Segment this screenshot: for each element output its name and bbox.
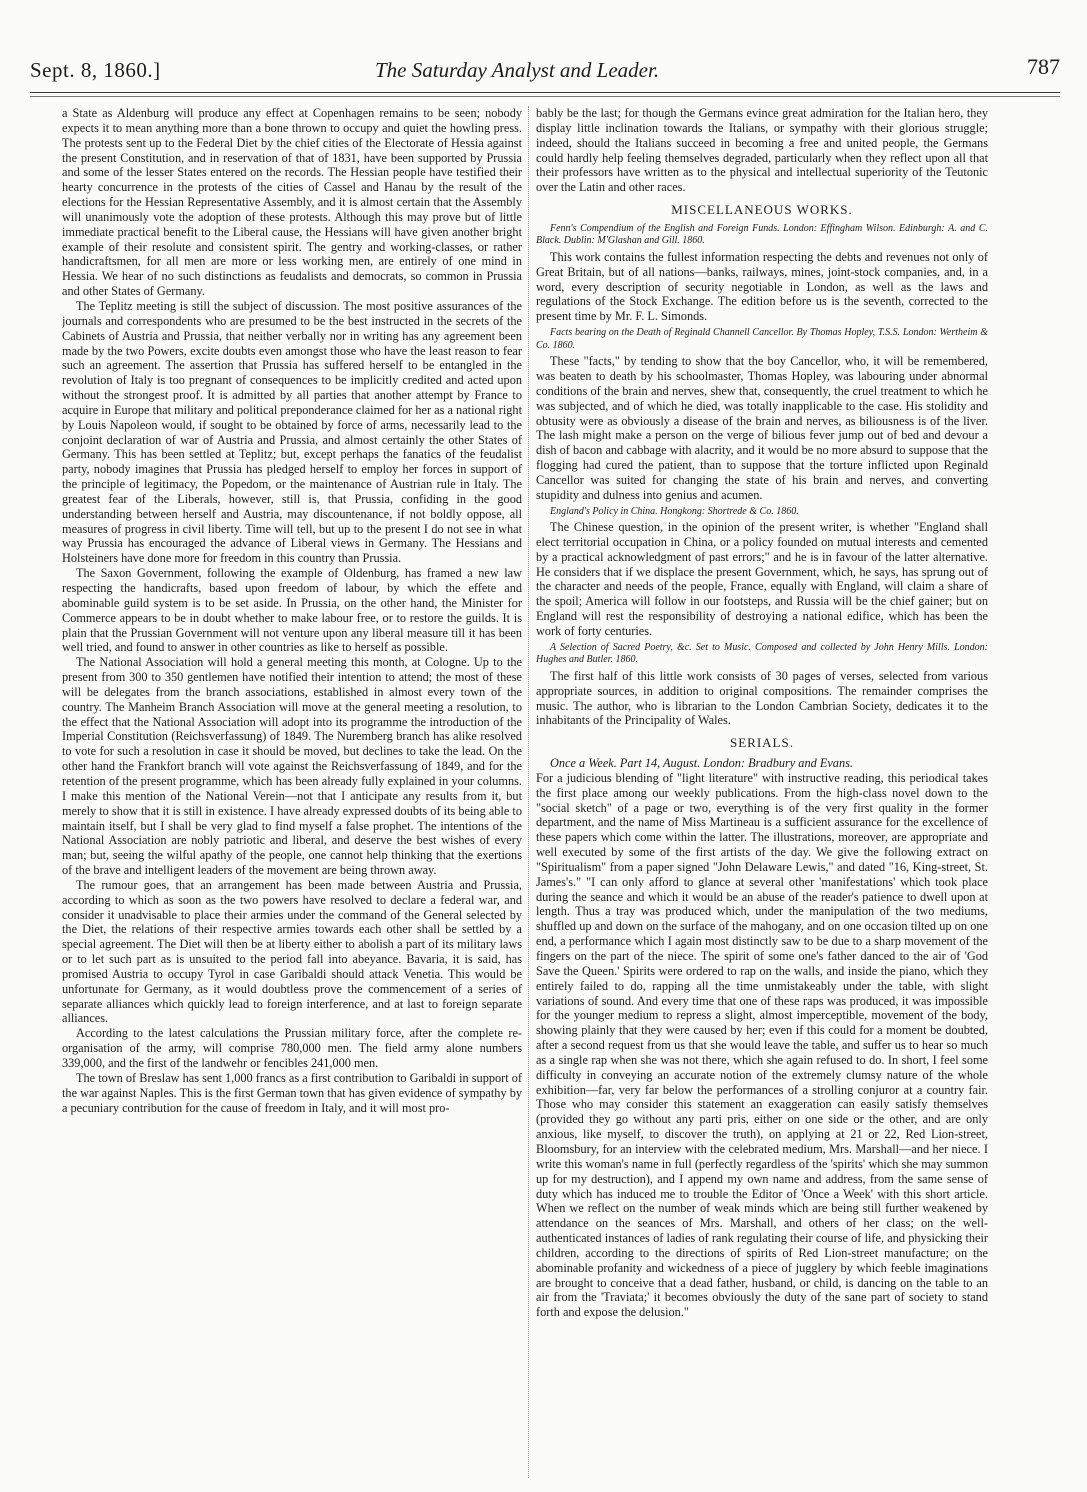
serial-heading — [536, 756, 988, 771]
right-column — [536, 106, 988, 1486]
running-header — [30, 54, 1060, 86]
paragraph: a State as Aldenburg will produce any effect at Copenhagen remains to be seen; nobody expects it to mean anything more than a bone thrown to occupy and quiet the howling press. The protests sent up to the Federal Diet by the chief cities of the Electorate of Hessia against the present Constitution, and in reservation of that of 1831, have been supported by Prussia and some of the lesser States entered on the records. The Hessian people have testified their hearty concurrence in the protests of the cities of Cassel and Hanau by the result of the elections for the Hessian Representative Assembly, and it is almost certain that the Assembly will unanimously vote the adoption of these protests. Although this may prove but of little immediate practical benefit to the Liberal cause, the Hessians will have given another bright example of their resolute and consistent spirit. The gentry and working-classes, or rather handicraftsmen, for all men are more or less working men, are entirely of one mind in Hessia. We hear of no such distinctions as feudalists and democrats, so common in Prussia and other States of Germany. — [62, 106, 522, 299]
header-rule — [30, 92, 1060, 93]
column-divider — [528, 106, 529, 1478]
publication-title: The Saturday Analyst and Leader. — [375, 58, 660, 82]
page-number: 787 — [1027, 54, 1060, 79]
review-body: The Chinese question, in the opinion of the present writer, is whether "England shall elect territorial occupation in China, or a policy founded on mutual interests and cemented by a practical acknowledgment of past errors;" and he is in favour of the latter alternative. He considers that if we displace the present Government, which, he says, has sprung out of the character and needs of the people, France, equally with England, will claim a share of the spoil; America will follow in our footsteps, and Russia will be the chief gainer; but on England will rest the responsibility of destroying a national edifice, which has been the work of forty centuries. — [536, 520, 988, 638]
header-rule-secondary — [30, 96, 1060, 97]
review-heading-text: Fenn's Compendium of the English and Foreign Funds. London: Effingham Wilson. Edinburgh: A. and C. Black. Dublin: M'Glashan and Gill. 1860. — [536, 222, 988, 247]
review-heading — [536, 642, 988, 667]
header-date: Sept. 8, 1860.] — [30, 58, 161, 82]
paragraph: The National Association will hold a general meeting this month, at Cologne. Up to the present from 300 to 350 gentlemen have notified their intention to attend; the most of these will be delegates from the branch associations, established in almost every town of the country. The Manheim Branch Association will move at the general meeting a resolution, to the effect that the National Association will adopt into its programme the introduction of the Imperial Constitution (Reichsverfassung) of 1849. The Nuremberg branch has alike resolved to vote for such a resolution in case it should be moved, but declines to take the lead. On the other hand the Frankfort branch will vote against the Reichsverfassung of 1849, and for the retention of the present programme, which has been already fully explained in your columns. I make this mention of the National Verein—not that I anticipate any results from it, but merely to show that it is still in existence. I have already expressed doubts of its being able to maintain itself, but I shall be very glad to find myself a false prophet. The intentions of the National Association are nobly patriotic and liberal, and deserve the best wishes of every man; but, seeing the wilful apathy of the people, one cannot help thinking that the exertions of the brave and intelligent leaders of the movement are being thrown away. — [62, 655, 522, 878]
left-column — [62, 106, 522, 1486]
review-heading-text: A Selection of Sacred Poetry, &c. Set to Music. Composed and collected by John Henry Mills. London: Hughes and Butler. 1860. — [536, 641, 988, 666]
review-body: This work contains the fullest information respecting the debts and revenues not only of Great Britain, but of all nations—banks, railways, mines, joint-stock companies, and, in a word, every description of security negotiable in London, as well as the laws and regulations of the Stock Exchange. The edition before us is the seventh, corrected to the present time by Mr. F. L. Simonds. — [536, 249, 988, 324]
paragraph: The Saxon Government, following the example of Oldenburg, has framed a new law respecting the handicrafts, based upon freedom of labour, by which the effete and abominable guild system is to be set aside. In Prussia, on the other hand, the Minister for Commerce appears to be in doubt whether to make labour free, or to restore the guilds. It is plain that the Prussian Government will not venture upon any liberal measure till it has been well tried, and found to answer in other countries as like to herself as possible. — [62, 566, 522, 655]
review-body: These "facts," by tending to show that the boy Cancellor, who, it will be remembered, was beaten to death by his schoolmaster, Thomas Hopley, was labouring under abnormal conditions of the brain and nerves, shew that, consequently, the cruel treatment to which he was subjected, and of which he died, was totally inapplicable to the case. His stolidity and obtusity were as obviously a disease of the brain and nerves, as biliousness is of the liver. The lash might make a person on the verge of bilious fever jump out of bed and devour a dish of bacon and cabbage with alacrity, and it would be no more absurd to suppose that the flogging had cured the patient, than to suppose that the torture inflicted upon Reginald Cancellor was suited for changing the state of his brain and nerves, and converting stupidity and dulness into genius and acumen. — [536, 354, 988, 502]
section-title-serials: SERIALS. — [730, 735, 794, 751]
review-heading-text: England's Policy in China. Hongkong: Shortrede & Co. 1860. — [550, 505, 799, 517]
review-heading-text: Facts bearing on the Death of Reginald Channell Cancellor. By Thomas Hopley, T.S.S. London: Wertheim & Co. 1860. — [536, 327, 988, 351]
review-heading — [536, 327, 988, 352]
paragraph: bably be the last; for though the Germans evince great admiration for the Italian hero, they display little inclination towards the Italians, or sympathy with their glorious struggle; indeed, should the Italians succeed in becoming a free and united people, the Germans could hardly help feeling themselves degraded, particularly when they reflect upon all that their professors have written as to the physical and intellectual superiority of the Teutonic over the Latin and other races. — [536, 106, 988, 195]
serial-heading-text: Once a Week. Part 14, August. London: Bradbury and Evans. — [550, 756, 853, 771]
paragraph: The rumour goes, that an arrangement has been made between Austria and Prussia, according to which as soon as the two powers have resolved to declare a federal war, and consider it unadvisable to place their armies under the command of the General selected by the Diet, the relations of their respective armies towards each other shall be settled by a special agreement. The Diet will then be at liberty either to abolish a part of its military laws or to let such part as is unsuited to the period fall into abeyance. Bavaria, it is said, has promised Austria to occupy Tyrol in case Garibaldi should attack Venetia. This would be unfortunate for Germany, as it would doubtless prove the commencement of a series of separate alliances which quickly lead to foreign interference, and at last to foreign separate alliances. — [62, 877, 522, 1026]
paragraph: The Teplitz meeting is still the subject of discussion. The most positive assurances of the journals and correspondents who are presumed to be the best instructed in the secrets of the Cabinets of Austria and Prussia, that neither verbally nor in writing has any agreement been made by the two Powers, excite doubts even amongst those who have the least reason to fear such an agreement. The assertion that Prussia has suffered herself to be entangled in the revolution of Italy is too pregnant of consequences to be implicitly credited and acted upon without the strongest proof. It is admitted by all parties that another attempt by France to acquire in Europe that military and political preponderance claimed for her as a national right by Louis Napoleon would, if sought to be obtained by force of arms, necessarily lead to the conjoint declaration of war of Austria and Prussia, and almost certainly the other States of Germany. This has been settled at Teplitz; but, except perhaps the fanatics of the feudalist party, nobody imagines that Prussia has pledged herself to employ her forces in support of the principle of legitimacy, the Popedom, or the maintenance of Austrian rule in Italy. The greatest fear of the Liberals, however, still is, that Prussia, confiding in the good understanding between herself and Austria, may discountenance, if not boldly oppose, all measures of progress in civil liberty. Time will tell, but up to the present I do not see in what way Prussia has encouraged the advance of Liberal views in Germany. The Hessians and Holsteiners have done more for freedom in this country than Prussia. — [62, 298, 522, 566]
section-title-miscellaneous: MISCELLANEOUS WORKS. — [671, 202, 853, 218]
paragraph: The town of Breslaw has sent 1,000 francs as a first contribution to Garibaldi in support of the war against Naples. This is the first German town that has given evidence of sympathy by a pecuniary contribution for the cause of freedom in Italy, and it will most pro- — [62, 1070, 522, 1115]
paragraph: According to the latest calculations the Prussian military force, after the complete re-organisation of the army, will comprise 780,000 men. The field army alone numbers 339,000, and the first of the landwehr or fencibles 241,000 men. — [62, 1026, 522, 1070]
serial-body: For a judicious blending of "light literature" with instructive reading, this periodical takes the first place among our weekly publications. From the high-class novel down to the "social sketch" of a page or two, everything is of the very first quality in the former department, and the name of Miss Martineau is a sufficient assurance for the excellence of these papers which come within the latter. The illustrations, moreover, are appropriate and well executed by some of the first artists of the day. We give the following extract on "Spiritualism" from a paper signed "John Delaware Lewis," and dated "16, King-street, St. James's." "I can only afford to glance at several other 'manifestations' which took place during the seance and which it would be an abuse of the reader's patience to dwell upon at length. Thus a tray was produced which, under the manipulation of the two mediums, shuffled up and down on the surface of the mahogany, and on one occasion tilted up on one end, a performance which I again most distinctly saw to be due to a sharp movement of the fingers on the part of the niece. The spirit of some one's father danced to the air of 'God Save the Queen.' Spirits were ordered to rap on the walls, and inside the piano, which they entirely failed to do, rapping all the time unmistakeably under the table, with slight variations of sound. And every time that one of these raps was produced, it was impossible for the younger medium to repress a slight, almost imperceptible, movement of the body, showing plainly that they were caused by her; even if this could for a moment be doubted, after a second request from us that she would leave the table, and suffer us to hear so much as a single rap when she was not there, which she again refused to do. In short, I feel some difficulty in conveying an accurate notion of the extremely clumsy nature of the whole exhibition—far, very far below the performances of a strolling conjuror at a country fair. Those who may consider this statement an exaggeration can easily satisfy themselves (provided they go without any parti pris, either on one side or the other, and are only anxious, like myself, to discover the truth), on applying at 21 or 22, Red Lion-street, Bloomsbury, for an interview with the celebrated medium, Mrs. Marshall—and her niece. I write this woman's name in full (perfectly regardless of the 'spirits' which she may summon up for my destruction), and I append my own name and address, from the same sense of duty which has induced me to trouble the Editor of 'Once a Week' with this short article. When we reflect on the number of weak minds which are being still further weakened by attendance on the seances of Mrs. Marshall, and others of her class; on the well-authenticated instances of ladies of rank regulating their course of life, and physicking their children, according to the directions of spirits of Red Lion-street manufacture; on the abominable profanity and wickedness of a piece of jugglery by which feeble imaginations are brought to conceive that a dead father, husband, or child, is dancing on the table to an air from the 'Traviata;' it becomes obviously the duty of the sane part of society to stand forth and expose the delusion." — [536, 770, 988, 1320]
review-heading — [536, 506, 988, 519]
review-heading — [536, 223, 988, 248]
review-body: The first half of this little work consists of 30 pages of verses, selected from various appropriate sources, in addition to original compositions. The remainder comprises the music. The author, who is librarian to the London Cambrian Society, dedicates it to the inhabitants of the Principality of Wales. — [536, 668, 988, 728]
